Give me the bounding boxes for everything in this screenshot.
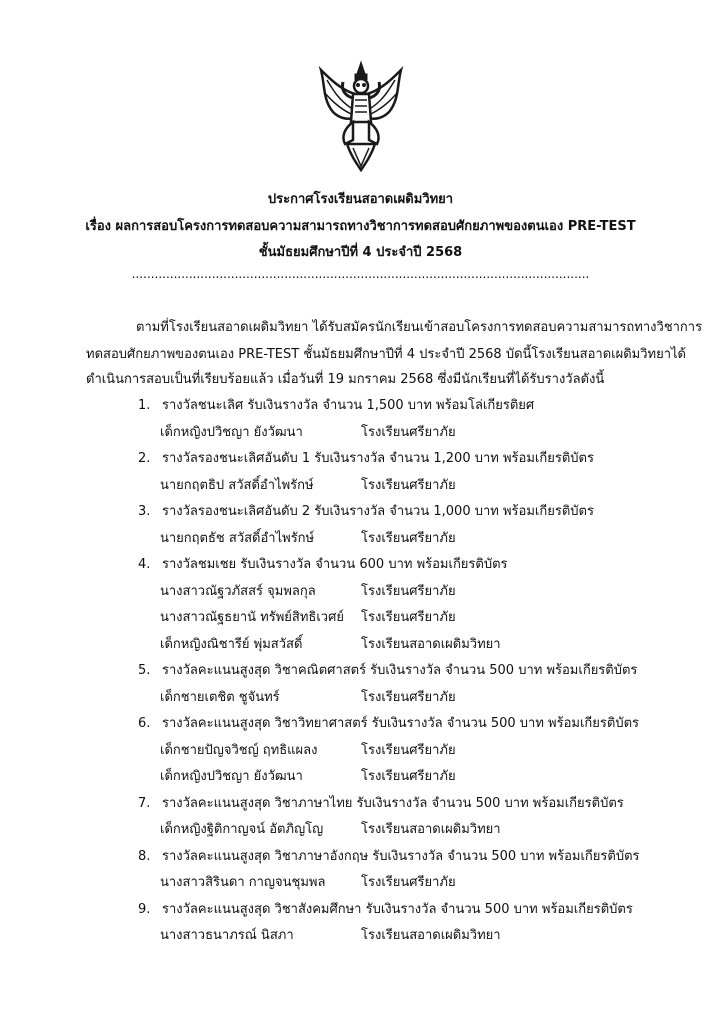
- award-item: [138, 659, 637, 680]
- award-number: 5.: [138, 663, 151, 678]
- winner-school: โรงเรียนศรียาภัย: [361, 477, 456, 493]
- award-number: 6.: [138, 716, 151, 731]
- winner-school: โรงเรียนศรียาภัย: [361, 424, 456, 440]
- award-number: 4.: [138, 557, 151, 572]
- winner-name: นางสาวสิรินดา กาญจนชุมพล: [160, 875, 326, 890]
- award-item: [138, 447, 594, 468]
- award-number: 7.: [138, 795, 151, 811]
- award-item: [138, 845, 640, 866]
- winner-name: นางสาวธนาภรณ์ นิสภา: [160, 928, 294, 943]
- award-description: รางวัลคะแนนสูงสุด วิชาภาษาไทย รับเงินรางวัล จำนวน 500 บาท พร้อมเกียรติบัตร: [162, 795, 624, 811]
- winner-school: โรงเรียนสอาดเผดิมวิทยา: [361, 822, 501, 837]
- award-item: [138, 712, 639, 733]
- award-number: 1.: [138, 398, 151, 413]
- announcement-subject: เรื่อง ผลการสอบโครงการทดสอบความสามารถทางวิชาการทดสอบศักยภาพของตนเอง PRE-TEST: [85, 219, 636, 234]
- award-description: รางวัลคะแนนสูงสุด วิชาสังคมศึกษา รับเงินรางวัล จำนวน 500 บาท พร้อมเกียรติบัตร: [162, 901, 633, 917]
- winner-name: นายกฤตธิป สวัสดิ์อำไพรักษ์: [160, 477, 314, 493]
- garuda-emblem-icon: [311, 60, 411, 172]
- award-description: รางวัลชมเชย รับเงินรางวัล จำนวน 600 บาท พร้อมเกียรติบัตร: [162, 557, 508, 572]
- winner-school: โรงเรียนศรียาภัย: [361, 583, 456, 599]
- winner-name: เด็กหญิงปวิชญา ยังวัฒนา: [160, 424, 303, 440]
- intro-line-3: ดำเนินการสอบเป็นที่เรียบร้อยแล้ว เมื่อวันที่ 19 มกราคม 2568 ซึ่งมีนักเรียนที่ได้รับรางวัลดังนี้: [86, 372, 605, 387]
- winner-school: โรงเรียนศรียาภัย: [361, 769, 456, 784]
- separator-line: ........................................................................................................................: [131, 267, 590, 281]
- winner-name: เด็กชายเตชิต ชูจันทร์: [160, 689, 280, 705]
- winner-school: โรงเรียนสอาดเผดิมวิทยา: [361, 636, 501, 652]
- winner-school: โรงเรียนศรียาภัย: [361, 689, 456, 705]
- winner-name: เด็กหญิงปวิชญา ยังวัฒนา: [160, 769, 303, 784]
- winner-name: เด็กหญิงฐิติกาญจน์ อัตภิญโญ: [160, 822, 324, 837]
- award-description: รางวัลคะแนนสูงสุด วิชาคณิตศาสตร์ รับเงินรางวัล จำนวน 500 บาท พร้อมเกียรติบัตร: [162, 663, 638, 678]
- winner-school: โรงเรียนศรียาภัย: [361, 610, 456, 625]
- award-number: 3.: [138, 504, 151, 519]
- award-item: [138, 792, 624, 813]
- winner-school: โรงเรียนศรียาภัย: [361, 875, 456, 890]
- award-description: รางวัลรองชนะเลิศอันดับ 2 รับเงินรางวัล จำนวน 1,000 บาท พร้อมเกียรติบัตร: [162, 504, 594, 519]
- award-number: 9.: [138, 901, 151, 917]
- winner-name: เด็กหญิงณิชารีย์ พุ่มสวัสดิ์: [160, 636, 303, 652]
- award-item: [138, 500, 594, 521]
- award-number: 2.: [138, 451, 151, 466]
- award-description: รางวัลชนะเลิศ รับเงินรางวัล จำนวน 1,500 บาท พร้อมโล่เกียรติยศ: [162, 398, 535, 413]
- intro-line-1: ตามที่โรงเรียนสอาดเผดิมวิทยา ได้รับสมัครนักเรียนเข้าสอบโครงการทดสอบความสามารถทางวิชาการ: [136, 320, 703, 335]
- winner-school: โรงเรียนสอาดเผดิมวิทยา: [361, 928, 501, 943]
- winner-school: โรงเรียนศรียาภัย: [361, 530, 456, 546]
- award-description: รางวัลคะแนนสูงสุด วิชาภาษาอังกฤษ รับเงินรางวัล จำนวน 500 บาท พร้อมเกียรติบัตร: [162, 848, 640, 864]
- award-description: รางวัลคะแนนสูงสุด วิชาวิทยาศาสตร์ รับเงินรางวัล จำนวน 500 บาท พร้อมเกียรติบัตร: [162, 716, 639, 731]
- winner-name: นายกฤตธัช สวัสดิ์อำไพรักษ์: [160, 530, 315, 546]
- announcement-title: ประกาศโรงเรียนสอาดเผดิมวิทยา: [267, 192, 454, 207]
- winner-name: นางสาวณัฐวภัสสร์ จุมพลกุล: [160, 583, 316, 599]
- intro-line-2: ทดสอบศักยภาพของตนเอง PRE-TEST ชั้นมัธยมศึกษาปีที่ 4 ประจำปี 2568 บัดนี้โรงเรียนสอาดเผดิมวิทยาได้: [86, 347, 686, 362]
- award-item: [138, 394, 534, 415]
- award-item: [138, 898, 633, 919]
- winner-school: โรงเรียนศรียาภัย: [361, 742, 456, 758]
- announcement-level: ชั้นมัธยมศึกษาปีที่ 4 ประจำปี 2568: [258, 245, 463, 260]
- award-item: [138, 553, 508, 574]
- winner-name: เด็กชายปัญจวิชญ์ ฤทธิแผลง: [160, 742, 318, 758]
- award-number: 8.: [138, 848, 151, 864]
- winner-name: นางสาวณัฐธยานั ทรัพย์สิทธิเวศย์: [160, 610, 344, 625]
- award-description: รางวัลรองชนะเลิศอันดับ 1 รับเงินรางวัล จำนวน 1,200 บาท พร้อมเกียรติบัตร: [162, 451, 594, 466]
